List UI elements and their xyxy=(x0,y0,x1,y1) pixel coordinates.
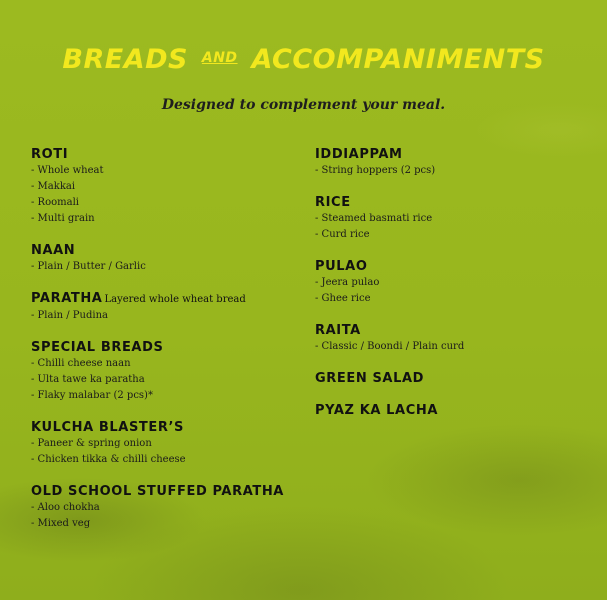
section-title xyxy=(31,483,301,500)
section-title xyxy=(31,419,301,436)
menu-item: - Ghee rice xyxy=(315,293,371,304)
section-title xyxy=(315,402,585,419)
menu-item: - Multi grain xyxy=(31,213,95,224)
section-title-text: KULCHA BLASTER’S xyxy=(31,420,184,435)
menu-section-paratha xyxy=(31,290,301,324)
section-title-text: NAAN xyxy=(31,243,76,258)
menu-item: - Paneer & spring onion xyxy=(31,438,152,449)
section-title xyxy=(315,258,585,275)
menu-section-pulao xyxy=(315,258,585,307)
section-title-text: ROTI xyxy=(31,147,69,162)
section-title-text: GREEN SALAD xyxy=(315,371,425,386)
menu-item: - Chilli cheese naan xyxy=(31,358,131,369)
right-menu-column xyxy=(315,146,585,434)
menu-section-pyaz-ka-lacha xyxy=(315,402,585,419)
menu-item: - Plain / Butter / Garlic xyxy=(31,261,146,272)
menu-item: - Whole wheat xyxy=(31,165,104,176)
section-title xyxy=(31,290,301,308)
menu-item: - String hoppers (2 pcs) xyxy=(315,165,436,176)
menu-section-raita xyxy=(315,322,585,355)
page-subtitle: Designed to complement your meal. xyxy=(161,97,446,113)
menu-section-special-breads xyxy=(31,339,301,404)
menu-section-iddiappam xyxy=(315,146,585,179)
section-title-text: RAITA xyxy=(315,323,361,338)
menu-item: - Roomali xyxy=(31,197,79,208)
section-description: Layered whole wheat bread xyxy=(104,294,246,305)
section-title xyxy=(31,339,301,356)
title-breads: BREADS xyxy=(62,44,188,75)
section-title-text: SPECIAL BREADS xyxy=(31,340,164,355)
menu-item: - Jeera pulao xyxy=(315,277,380,288)
menu-item: - Chicken tikka & chilli cheese xyxy=(31,454,186,465)
menu-section-old-school-stuffed-paratha xyxy=(31,483,301,532)
menu-item: - Curd rice xyxy=(315,229,370,240)
title-accompaniments: ACCOMPANIMENTS xyxy=(251,44,545,75)
page-title xyxy=(62,44,544,75)
menu-item: - Plain / Pudina xyxy=(31,310,108,321)
menu-item: - Mixed veg xyxy=(31,518,91,529)
section-title-text: PARATHA xyxy=(31,291,103,306)
menu-item: - Classic / Boondi / Plain curd xyxy=(315,341,465,352)
menu-item: - Flaky malabar (2 pcs)* xyxy=(31,390,153,401)
title-and: AND xyxy=(201,50,238,66)
menu-section-kulcha-blaster-s xyxy=(31,419,301,468)
menu-item: - Makkai xyxy=(31,181,76,192)
left-menu-column xyxy=(31,146,301,547)
menu-header xyxy=(0,44,607,113)
section-title xyxy=(315,370,585,387)
section-title-text: PYAZ KA LACHA xyxy=(315,403,438,418)
menu-section-rice xyxy=(315,194,585,243)
section-title-text: PULAO xyxy=(315,259,368,274)
section-title-text: IDDIAPPAM xyxy=(315,147,403,162)
menu-item: - Ulta tawe ka paratha xyxy=(31,374,145,385)
menu-section-green-salad xyxy=(315,370,585,387)
menu-item: - Steamed basmati rice xyxy=(315,213,433,224)
section-title xyxy=(31,242,301,259)
section-title-text: OLD SCHOOL STUFFED PARATHA xyxy=(31,484,284,499)
section-title xyxy=(315,146,585,163)
menu-section-naan xyxy=(31,242,301,275)
section-title xyxy=(315,322,585,339)
menu-section-roti xyxy=(31,146,301,227)
section-title xyxy=(315,194,585,211)
section-title-text: RICE xyxy=(315,195,351,210)
section-title xyxy=(31,146,301,163)
menu-item: - Aloo chokha xyxy=(31,502,100,513)
